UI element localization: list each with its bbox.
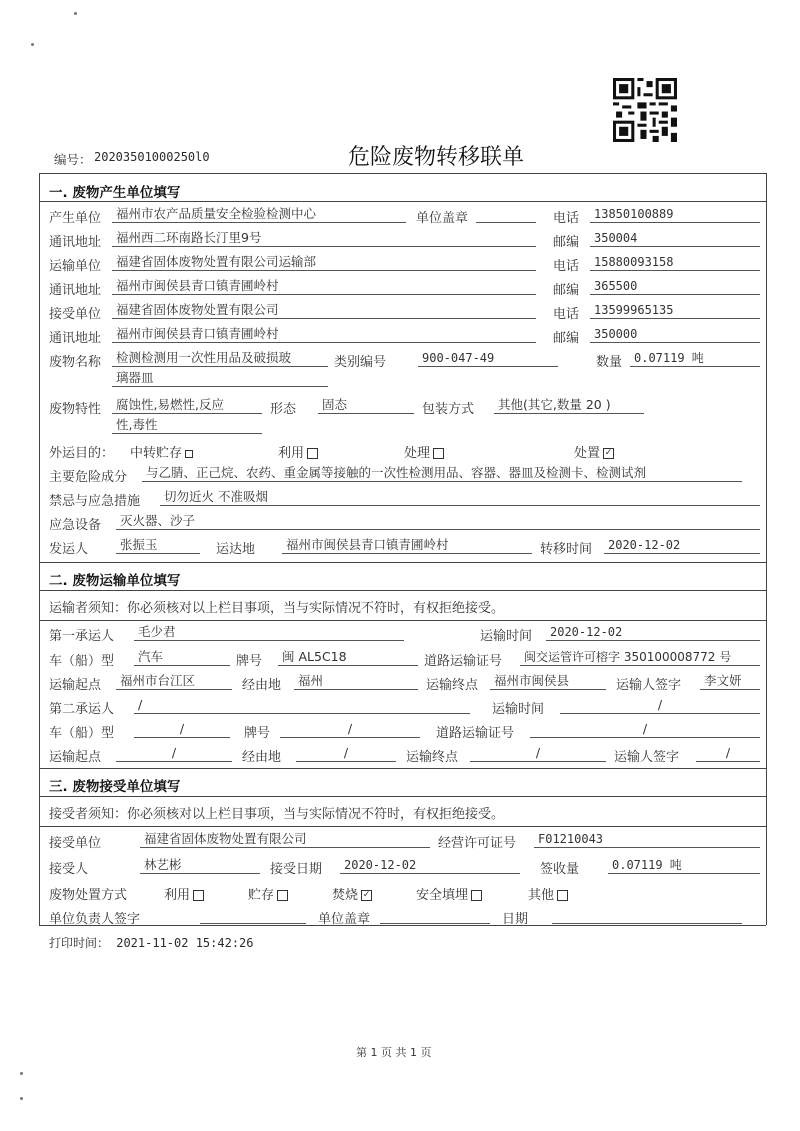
purpose-use-label: 利用 — [278, 446, 305, 461]
method-store-option[interactable] — [248, 884, 288, 903]
method-store-label: 贮存 — [248, 888, 275, 903]
zip-label: 邮编 — [553, 283, 580, 298]
form-label: 形态 — [270, 402, 297, 417]
phone-label: 电话 — [553, 259, 580, 274]
quantity-label: 数量 — [596, 355, 623, 370]
checkbox-method-use[interactable] — [193, 890, 204, 901]
section-heading: 三. 废物接受单位填写 — [49, 779, 181, 795]
transport-field[interactable]: 福建省固体废物处置有限公司运输部 — [112, 254, 536, 271]
person-field[interactable]: 林艺彬 — [140, 857, 260, 874]
divider — [39, 201, 766, 202]
serial-number: 20203501000250l0 — [94, 150, 210, 164]
via2-field[interactable]: / — [296, 745, 396, 762]
address-field[interactable]: 福州市闽侯县青口镇青圃岭村 — [112, 278, 536, 295]
unit-seal-field[interactable] — [380, 907, 490, 924]
waste-name-label: 废物名称 — [49, 355, 102, 370]
time2-label: 运输时间 — [492, 702, 545, 717]
head-sign-field[interactable] — [200, 907, 306, 924]
end1-label: 运输终点 — [426, 678, 479, 693]
producer-field[interactable]: 福州市农产品质量安全检验检测中心 — [112, 206, 406, 223]
time1-field[interactable]: 2020-12-02 — [546, 624, 760, 641]
permit2-field[interactable]: / — [530, 721, 760, 738]
purpose-treat-label: 处理 — [404, 446, 431, 461]
checkbox-method-landfill[interactable] — [471, 890, 482, 901]
method-use-option[interactable] — [164, 884, 204, 903]
start2-label: 运输起点 — [49, 750, 102, 765]
vehicle2-label: 车（船）型 — [49, 726, 115, 741]
permit1-label: 道路运输证号 — [424, 654, 503, 669]
phone-label: 电话 — [553, 307, 580, 322]
unit-field[interactable]: 福建省固体废物处置有限公司 — [140, 831, 430, 848]
method-burn-option[interactable] — [332, 884, 372, 903]
start2-field[interactable]: / — [116, 745, 232, 762]
method-landfill-option[interactable] — [416, 884, 482, 903]
checkbox-transfer[interactable] — [185, 450, 193, 458]
hazard-label: 主要危险成分 — [49, 470, 128, 485]
purpose-treat-option[interactable] — [404, 442, 444, 461]
hazard-field[interactable]: 与乙腈、正己烷、农药、重金属等接触的一次性检测用品、容器、器皿及检测卡、检测试剂 — [142, 465, 742, 482]
head-sign-label: 单位负责人签字 — [49, 912, 141, 927]
zip-field[interactable]: 350000 — [590, 326, 760, 343]
page-number: 第 1 页 共 1 页 — [356, 1046, 432, 1059]
vehicle2-field[interactable]: / — [134, 721, 230, 738]
divider — [39, 562, 766, 563]
section-heading: 一. 废物产生单位填写 — [49, 185, 181, 201]
transport-notice: 运输者须知：你必须核对以上栏目事项，当与实际情况不符时，有权拒绝接受。 — [49, 601, 505, 616]
divider — [39, 620, 766, 621]
weight-label: 签收量 — [540, 862, 580, 877]
purpose-label: 外运目的： — [49, 446, 115, 461]
plate2-field[interactable]: / — [280, 721, 420, 738]
property-field[interactable]: 腐蚀性,易燃性,反应 — [112, 397, 262, 414]
address-label: 通讯地址 — [49, 283, 102, 298]
carrier2-label: 第二承运人 — [49, 702, 115, 717]
plate1-label: 牌号 — [236, 654, 263, 669]
weight-field[interactable]: 0.07119 吨 — [608, 857, 760, 874]
transfer-time-label: 转移时间 — [540, 542, 593, 557]
address-field[interactable]: 福州西二环南路长汀里9号 — [112, 230, 536, 247]
scan-speck — [31, 43, 34, 46]
waste-name-field[interactable]: 检测检测用一次性用品及破损玻 — [112, 350, 328, 367]
phone-field[interactable]: 15880093158 — [590, 254, 760, 271]
purpose-dispose-label: 处置 — [574, 446, 601, 461]
vehicle1-label: 车（船）型 — [49, 654, 115, 669]
receive-notice: 接受者须知：你必须核对以上栏目事项，当与实际情况不符时，有权拒绝接受。 — [49, 807, 505, 822]
unit-label: 接受单位 — [49, 836, 102, 851]
sign1-label: 运输人签字 — [616, 678, 682, 693]
shipper-field[interactable]: 张振玉 — [116, 537, 200, 554]
permit1-field[interactable]: 闽交运管许可榕字 350100008772 号 — [520, 649, 760, 666]
phone-label: 电话 — [553, 211, 580, 226]
date-field[interactable]: 2020-12-02 — [340, 857, 520, 874]
address-label: 通讯地址 — [49, 235, 102, 250]
taboo-field[interactable]: 切勿近火 不准吸烟 — [160, 489, 760, 506]
person-label: 接受人 — [49, 862, 89, 877]
scan-speck — [20, 1072, 23, 1075]
checkbox-method-other[interactable] — [557, 890, 568, 901]
carrier1-field[interactable]: 毛少君 — [134, 624, 404, 641]
shipper-label: 发运人 — [49, 542, 89, 557]
time1-label: 运输时间 — [480, 629, 533, 644]
scan-speck — [74, 12, 77, 15]
end2-label: 运输终点 — [406, 750, 459, 765]
checkbox-use[interactable] — [307, 448, 318, 459]
method-other-option[interactable] — [528, 884, 568, 903]
start1-field[interactable]: 福州市台江区 — [116, 673, 232, 690]
seal-field[interactable] — [476, 206, 536, 223]
checkbox-method-store[interactable] — [277, 890, 288, 901]
scan-speck — [20, 1097, 23, 1100]
transport-label: 运输单位 — [49, 259, 102, 274]
phone-field[interactable]: 13850100889 — [590, 206, 760, 223]
divider — [39, 590, 766, 591]
zip-label: 邮编 — [553, 331, 580, 346]
method-other-label: 其他 — [528, 888, 555, 903]
start1-label: 运输起点 — [49, 678, 102, 693]
checkbox-treat[interactable] — [433, 448, 444, 459]
serial-label: 编号： — [54, 152, 92, 167]
method-burn-label: 焚烧 — [332, 888, 359, 903]
table-border-right — [766, 173, 767, 925]
unit-seal-label: 单位盖章 — [318, 912, 371, 927]
via1-field[interactable]: 福州 — [294, 673, 418, 690]
emergency-field[interactable]: 灭火器、沙子 — [116, 513, 760, 530]
section-heading: 二. 废物运输单位填写 — [49, 573, 181, 589]
print-time: 打印时间： 2021-11-02 15:42:26 — [49, 936, 254, 950]
permit2-label: 道路运输证号 — [436, 726, 515, 741]
divider — [39, 796, 766, 797]
method-use-label: 利用 — [164, 888, 191, 903]
zip-label: 邮编 — [553, 235, 580, 250]
purpose-use-option[interactable] — [278, 442, 318, 461]
category-field[interactable]: 900-047-49 — [418, 350, 558, 367]
license-label: 经营许可证号 — [438, 836, 517, 851]
divider — [39, 826, 766, 827]
receiver-label: 接受单位 — [49, 307, 102, 322]
purpose-transfer-label: 中转贮存 — [130, 446, 183, 461]
qr-code-icon — [613, 78, 677, 142]
form-field[interactable]: 固态 — [318, 397, 414, 414]
table-border-left — [39, 173, 40, 925]
waste-name-field-cont[interactable]: 璃器皿 — [112, 370, 328, 387]
receiver-field[interactable]: 福建省固体废物处置有限公司 — [112, 302, 536, 319]
checkbox-dispose-checked[interactable]: ✓ — [604, 448, 613, 458]
table-border-bottom — [39, 925, 766, 926]
phone-field[interactable]: 13599965135 — [590, 302, 760, 319]
license-field[interactable]: F01210043 — [534, 831, 760, 848]
purpose-dispose-option[interactable] — [574, 442, 614, 461]
plate2-label: 牌号 — [244, 726, 271, 741]
date-label: 接受日期 — [270, 862, 323, 877]
quantity-field[interactable]: 0.07119 吨 — [630, 350, 760, 367]
plate1-field[interactable]: 闽 AL5C18 — [278, 649, 418, 666]
date2-label: 日期 — [502, 912, 529, 927]
zip-field[interactable]: 365500 — [590, 278, 760, 295]
carrier2-field[interactable] — [134, 697, 470, 714]
sign2-label: 运输人签字 — [614, 750, 680, 765]
package-field[interactable]: 其他(其它,数量 20 ) — [494, 397, 644, 414]
date2-field[interactable] — [552, 907, 742, 924]
table-border-top — [39, 173, 766, 174]
method-label: 废物处置方式 — [49, 888, 128, 903]
property-label: 废物特性 — [49, 402, 102, 417]
destination-field[interactable]: 福州市闽侯县青口镇青圃岭村 — [282, 537, 532, 554]
via2-label: 经由地 — [242, 750, 282, 765]
destination-label: 运达地 — [216, 542, 256, 557]
time2-field[interactable]: / — [560, 697, 760, 714]
divider — [39, 768, 766, 769]
page-title: 危险废物转移联单 — [348, 145, 525, 170]
sign1-field[interactable]: 李文妍 — [700, 673, 760, 690]
transfer-time-field[interactable]: 2020-12-02 — [604, 537, 760, 554]
category-label: 类别编号 — [334, 355, 387, 370]
emergency-label: 应急设备 — [49, 518, 102, 533]
end2-field[interactable]: / — [470, 745, 606, 762]
sign2-field[interactable]: / — [696, 745, 760, 762]
vehicle1-field[interactable]: 汽车 — [134, 649, 230, 666]
producer-label: 产生单位 — [49, 211, 102, 226]
end1-field[interactable]: 福州市闽侯县 — [490, 673, 606, 690]
method-landfill-label: 安全填埋 — [416, 888, 469, 903]
seal-label: 单位盖章 — [416, 211, 469, 226]
checkbox-method-burn-checked[interactable]: ✓ — [362, 890, 371, 900]
address-label: 通讯地址 — [49, 331, 102, 346]
zip-field[interactable]: 350004 — [590, 230, 760, 247]
purpose-transfer-option[interactable] — [130, 442, 193, 461]
carrier1-label: 第一承运人 — [49, 629, 115, 644]
taboo-label: 禁忌与应急措施 — [49, 494, 141, 509]
address-field[interactable]: 福州市闽侯县青口镇青圃岭村 — [112, 326, 536, 343]
carrier2-value: / — [138, 697, 143, 712]
via1-label: 经由地 — [242, 678, 282, 693]
property-field-cont[interactable]: 性,毒性 — [112, 417, 262, 434]
package-label: 包装方式 — [422, 402, 475, 417]
